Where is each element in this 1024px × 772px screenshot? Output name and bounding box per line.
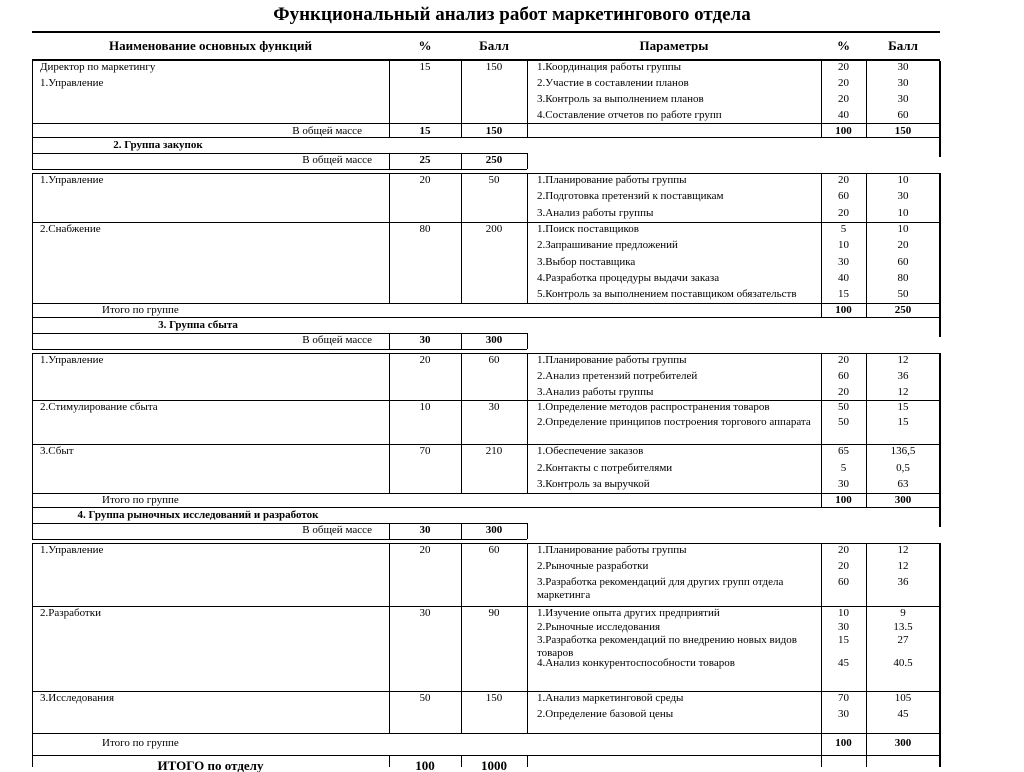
col-header-params: Параметры [639, 39, 709, 52]
grid-line [866, 606, 867, 691]
param-name: 4.Разработка процедуры выдачи заказа [537, 271, 720, 284]
grid-line [527, 755, 528, 767]
param-name: 2.Определение базовой цены [537, 708, 674, 720]
param-pct: 30 [838, 255, 849, 268]
param-score: 20 [897, 239, 909, 252]
grid-line [32, 222, 33, 304]
grid-line [32, 400, 33, 444]
grid-line [461, 222, 462, 304]
grid-line [32, 317, 33, 333]
grid-line [939, 733, 941, 755]
function-name: 1.Управление [40, 354, 104, 367]
grid-line [821, 493, 822, 507]
grid-line [821, 755, 822, 767]
grid-line [389, 691, 390, 733]
grid-line [527, 353, 528, 400]
param-pct: 20 [838, 174, 849, 186]
grid-line [866, 733, 867, 755]
param-pct: 30 [838, 708, 849, 720]
mass-pct: 30 [419, 524, 431, 537]
grid-line [461, 755, 462, 767]
grid-line [32, 137, 33, 153]
grid-line [389, 444, 390, 493]
function-pct: 80 [419, 222, 431, 235]
grid-line [866, 61, 867, 123]
grid-line [821, 173, 822, 222]
grid-line [389, 333, 390, 349]
grid-line [461, 173, 462, 222]
grid-line [389, 61, 390, 123]
param-pct: 20 [838, 206, 849, 219]
group-title: 2. Группа закупок [113, 139, 203, 151]
group-total-pct: 100 [835, 494, 852, 507]
param-score: 30 [897, 93, 909, 105]
param-pct: 10 [838, 607, 849, 619]
grid-line [527, 691, 528, 733]
grid-line [32, 523, 33, 539]
grid-line [866, 123, 867, 137]
param-score: 105 [894, 692, 912, 704]
grid-line [389, 523, 390, 539]
grid-line [32, 173, 33, 222]
param-score: 45 [897, 708, 909, 720]
grid-line [32, 333, 33, 349]
grid-line [527, 606, 528, 691]
param-score: 0,5 [896, 461, 910, 474]
function-name: Директор по маркетингу [40, 61, 156, 73]
param-name: 1.Анализ маркетинговой среды [537, 692, 684, 704]
total-param-score: 150 [894, 125, 912, 137]
param-pct: 15 [838, 634, 849, 646]
grid-line [527, 61, 528, 123]
col-header-name: Наименование основных функций [109, 39, 312, 52]
param-pct: 40 [838, 271, 849, 284]
param-score: 12 [897, 354, 909, 367]
function-name: 2.Разработки [40, 607, 101, 619]
function-name: 3.Исследования [40, 692, 115, 704]
param-pct: 60 [838, 575, 849, 588]
grid-line [866, 493, 867, 507]
grid-line [866, 755, 867, 767]
grid-line [527, 333, 528, 349]
function-pct: 50 [419, 692, 431, 704]
grid-line [461, 543, 462, 606]
grid-line [32, 733, 940, 734]
function-score: 200 [485, 222, 503, 235]
grid-line [32, 444, 33, 493]
param-pct: 20 [838, 61, 849, 73]
grid-line [389, 153, 390, 169]
function-score: 50 [488, 174, 500, 186]
grid-line [389, 400, 390, 444]
param-pct: 70 [838, 692, 849, 704]
mass-score: 300 [485, 524, 503, 537]
param-pct: 30 [838, 620, 849, 633]
grid-line [461, 523, 462, 539]
param-score: 9 [900, 607, 906, 619]
param-score: 136,5 [890, 445, 916, 458]
grid-line [461, 123, 462, 137]
param-pct: 20 [838, 544, 849, 557]
grid-line [461, 333, 462, 349]
grid-line [32, 31, 940, 33]
grid-line [32, 733, 33, 755]
param-score: 36 [897, 370, 909, 382]
page-title: Функциональный анализ работ маркетингового отдела [273, 4, 751, 25]
param-pct: 65 [838, 445, 849, 458]
mass-pct: 30 [419, 334, 431, 347]
param-score: 27 [897, 634, 909, 646]
param-score: 10 [897, 174, 909, 186]
grid-line [866, 303, 867, 317]
function-score: 210 [485, 445, 503, 458]
grid-line [389, 606, 390, 691]
grid-line [939, 222, 941, 304]
grid-line [939, 303, 941, 317]
param-name: 3.Контроль за выручкой [537, 477, 650, 490]
param-score: 30 [897, 77, 909, 89]
mass-score: 300 [485, 334, 503, 347]
function-name: 3.Сбыт [40, 445, 74, 458]
grid-line [32, 137, 940, 138]
group-total-pct: 100 [835, 737, 852, 749]
grid-line [939, 691, 941, 733]
grand-total-pct: 100 [415, 759, 435, 772]
param-score: 60 [897, 109, 909, 121]
grand-total-label: ИТОГО по отделу [157, 759, 264, 772]
param-pct: 60 [838, 190, 849, 203]
param-name: 3.Разработка рекомендаций по внедрению новых видов товаров [537, 634, 797, 659]
grid-line [939, 543, 941, 606]
grid-line [821, 606, 822, 691]
grid-line [389, 353, 390, 400]
param-name: 3.Выбор поставщика [537, 255, 636, 268]
param-name: 3.Анализ работы группы [537, 206, 654, 219]
function-pct: 15 [419, 61, 431, 73]
param-pct: 20 [838, 77, 849, 89]
function-score: 90 [488, 607, 500, 619]
param-name: 2.Подготовка претензий к поставщикам [537, 190, 724, 203]
grid-line [32, 507, 33, 523]
function-score: 60 [488, 544, 500, 557]
param-name: 3.Анализ работы группы [537, 385, 654, 398]
grid-line [821, 353, 822, 400]
grid-line [32, 169, 527, 170]
function-pct: 20 [419, 174, 431, 186]
param-score: 15 [897, 401, 909, 414]
grid-line [32, 303, 33, 317]
grid-line [939, 755, 941, 767]
param-score: 30 [897, 61, 909, 73]
grid-line [527, 123, 528, 137]
grid-line [461, 61, 462, 123]
grid-line [821, 222, 822, 304]
function-score: 60 [488, 354, 500, 367]
grid-line [939, 493, 941, 507]
grid-line [527, 523, 528, 539]
param-pct: 30 [838, 477, 849, 490]
grid-line [32, 543, 33, 606]
grid-line [939, 507, 941, 527]
param-pct: 5 [840, 461, 847, 474]
grid-line [821, 61, 822, 123]
param-name: 2.Контакты с потребителями [537, 461, 673, 474]
function-name: 2.Стимулирование сбыта [40, 401, 158, 414]
param-name: 5.Контроль за выполнением поставщиком обязательств [537, 288, 797, 301]
param-score: 50 [897, 288, 909, 301]
grid-line [821, 123, 822, 137]
param-score: 10 [897, 206, 909, 219]
group-total-label: Итого по группе [102, 494, 179, 507]
grid-line [866, 173, 867, 222]
grid-line [939, 444, 941, 493]
total-pct: 15 [419, 125, 431, 137]
grid-line [461, 353, 462, 400]
grid-line [32, 61, 33, 123]
group-total-score: 250 [894, 304, 912, 317]
function-score: 150 [485, 61, 503, 73]
grid-line [527, 543, 528, 606]
grid-line [939, 606, 941, 691]
param-pct: 60 [838, 370, 849, 382]
param-name: 1.Обеспечение заказов [537, 445, 644, 458]
param-score: 80 [897, 271, 909, 284]
grand-total-score: 1000 [481, 759, 507, 772]
param-pct: 50 [838, 401, 849, 414]
grid-line [527, 153, 528, 169]
grid-line [939, 137, 941, 157]
function-pct: 10 [419, 401, 431, 414]
grid-line [32, 493, 33, 507]
param-name: 3.Разработка рекомендаций для других групп отдела маркетинга [537, 575, 784, 601]
col-header-param-score: Балл [888, 39, 918, 52]
grid-line [527, 444, 528, 493]
grid-line [939, 123, 941, 137]
param-name: 2.Участие в составлении планов [537, 77, 689, 89]
grid-line [389, 543, 390, 606]
grid-line [32, 123, 940, 124]
param-name: 1.Координация работы группы [537, 61, 682, 73]
function-score: 30 [488, 401, 500, 414]
param-score: 63 [897, 477, 909, 490]
grid-line [939, 353, 941, 400]
param-name: 1.Поиск поставщиков [537, 222, 639, 235]
grid-line [527, 173, 528, 222]
mass-label: В общей массе [302, 154, 372, 166]
col-header-param-pct: % [837, 39, 850, 52]
grid-line [821, 400, 822, 444]
param-name: 3.Контроль за выполнением планов [537, 93, 704, 105]
mass-label: В общей массе [302, 524, 372, 537]
grid-line [866, 400, 867, 444]
param-name: 4.Составление отчетов по работе групп [537, 109, 722, 121]
function-name: 1.Управление [40, 544, 104, 557]
grid-line [461, 153, 462, 169]
grid-line [461, 444, 462, 493]
mass-label: В общей массе [302, 334, 372, 347]
param-name: 1.Определение методов распространения товаров [537, 401, 770, 414]
function-name: 1.Управление [40, 77, 104, 89]
param-score: 12 [897, 559, 909, 572]
grid-line [32, 606, 33, 691]
function-pct: 30 [419, 607, 431, 619]
function-name: 1.Управление [40, 174, 104, 186]
param-name: 1.Планирование работы группы [537, 354, 687, 367]
param-score: 15 [897, 415, 909, 428]
param-score: 12 [897, 385, 909, 398]
param-pct: 5 [840, 222, 847, 235]
grid-line [461, 606, 462, 691]
grid-line [32, 755, 33, 767]
grid-line [461, 691, 462, 733]
group-total-label: Итого по группе [102, 304, 179, 317]
function-name: 2.Снабжение [40, 222, 101, 235]
param-pct: 20 [838, 559, 849, 572]
grid-line [461, 400, 462, 444]
group-total-score: 300 [894, 737, 912, 749]
grid-line [32, 349, 527, 350]
param-name: 4.Анализ конкурентоспособности товаров [537, 657, 735, 669]
grid-line [821, 444, 822, 493]
grid-line [32, 123, 33, 137]
param-name: 1.Планирование работы группы [537, 174, 687, 186]
grid-line [389, 755, 390, 767]
grid-line [32, 755, 940, 756]
param-score: 12 [897, 544, 909, 557]
group-title: 3. Группа сбыта [158, 319, 238, 332]
param-pct: 10 [838, 239, 849, 252]
grid-line [866, 353, 867, 400]
grid-line [389, 173, 390, 222]
grid-line [866, 543, 867, 606]
mass-pct: 25 [419, 154, 431, 166]
param-score: 40.5 [893, 657, 913, 669]
grid-line [866, 222, 867, 304]
function-score: 150 [485, 692, 503, 704]
grid-line [821, 543, 822, 606]
grid-line [821, 691, 822, 733]
param-name: 2.Рыночные разработки [537, 559, 649, 572]
param-score: 30 [897, 190, 909, 203]
group-total-pct: 100 [835, 304, 852, 317]
grid-line [939, 317, 941, 337]
param-name: 2.Рыночные исследования [537, 620, 661, 633]
grid-line [32, 691, 33, 733]
param-score: 10 [897, 222, 909, 235]
function-pct: 20 [419, 354, 431, 367]
total-score: 150 [485, 125, 503, 137]
function-pct: 70 [419, 445, 431, 458]
grid-line [32, 507, 940, 508]
grid-line [866, 691, 867, 733]
col-header-pct: % [418, 39, 432, 52]
grid-line [32, 153, 33, 169]
param-pct: 20 [838, 354, 849, 367]
grid-line [821, 303, 822, 317]
grid-line [32, 317, 940, 318]
param-name: 1.Изучение опыта других предприятий [537, 607, 720, 619]
grid-line [939, 61, 941, 123]
param-pct: 20 [838, 385, 849, 398]
param-pct: 40 [838, 109, 849, 121]
param-pct: 50 [838, 415, 849, 428]
group-total-score: 300 [894, 494, 912, 507]
total-param-pct: 100 [835, 125, 852, 137]
grid-line [32, 353, 33, 400]
grid-line [527, 222, 528, 304]
grid-line [821, 733, 822, 755]
group-title: 4. Группа рыночных исследований и разработок [77, 509, 319, 522]
grid-line [389, 123, 390, 137]
param-score: 60 [897, 255, 909, 268]
mass-score: 250 [485, 154, 503, 166]
param-pct: 20 [838, 93, 849, 105]
param-name: 1.Планирование работы группы [537, 544, 687, 557]
grid-line [389, 222, 390, 304]
grid-line [527, 400, 528, 444]
group-total-label: Итого по группе [102, 737, 179, 749]
total-label: В общей массе [292, 125, 362, 137]
grid-line [866, 444, 867, 493]
param-pct: 45 [838, 657, 849, 669]
param-name: 2.Анализ претензий потребителей [537, 370, 698, 382]
param-score: 36 [897, 575, 909, 588]
col-header-score: Балл [479, 39, 509, 52]
grid-line [939, 400, 941, 444]
param-name: 2.Запрашивание предложений [537, 239, 678, 252]
param-score: 13.5 [893, 620, 913, 633]
param-name: 2.Определение принципов построения торгового аппарата [537, 415, 811, 428]
param-pct: 15 [838, 288, 849, 301]
grid-line [32, 539, 527, 540]
grid-line [939, 173, 941, 222]
function-pct: 20 [419, 544, 431, 557]
